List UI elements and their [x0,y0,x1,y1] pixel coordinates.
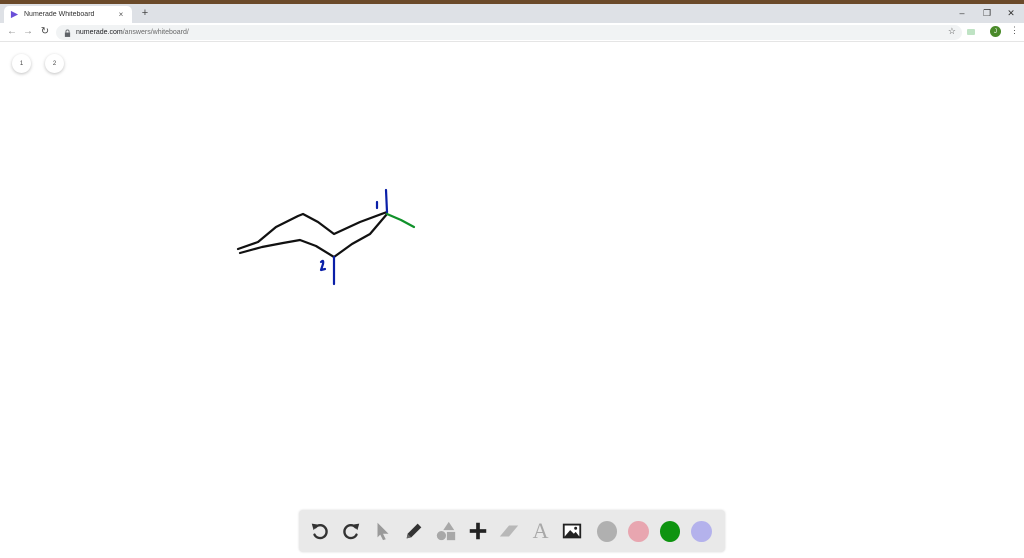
restore-button[interactable]: ❐ [982,8,992,18]
lock-icon [64,29,71,37]
bookmark-star-icon[interactable]: ☆ [947,26,956,36]
pointer-icon [372,520,394,542]
profile-avatar[interactable]: J [990,26,1001,37]
extension-icon[interactable] [966,27,976,37]
pencil-tool-button[interactable] [402,518,427,544]
page-1-button[interactable]: 1 [12,54,31,73]
equatorial-bond [387,214,414,227]
url-host: numerade.com [76,29,123,36]
text-tool-button[interactable] [528,518,553,544]
reload-icon[interactable]: ↻ [40,26,50,37]
page-2-button[interactable]: 2 [45,54,64,73]
numerade-favicon-icon [10,10,19,19]
address-bar [0,23,1024,42]
tab-close-icon[interactable]: × [118,10,124,19]
shapes-tool-button[interactable] [433,518,458,544]
forward-arrow-icon[interactable]: → [23,26,33,37]
cyclohexane-chair-upper-stroke [238,212,387,249]
pointer-tool-button[interactable] [370,518,395,544]
whiteboard-canvas[interactable] [0,42,1024,558]
kebab-menu-icon[interactable]: ⋮ [1010,25,1019,35]
color-swatch-pink[interactable] [628,521,649,542]
new-tab-button[interactable]: + [141,7,149,19]
text-icon: A [532,518,549,543]
minimize-button[interactable]: – [959,8,965,18]
redo-icon [340,520,362,542]
redo-button[interactable] [339,518,364,544]
eraser-tool-button[interactable] [496,518,521,544]
whiteboard-toolbar [299,510,725,552]
back-arrow-icon[interactable]: ← [7,26,17,37]
tab-numerade-whiteboard[interactable] [4,6,132,23]
add-icon [467,520,489,542]
axial-bond-top [386,190,387,212]
axial-label-2 [321,261,325,270]
color-swatch-green[interactable] [660,521,681,542]
close-window-button[interactable]: ✕ [1007,8,1015,18]
shapes-icon [435,520,457,542]
color-swatch-gray[interactable] [597,521,618,542]
undo-button[interactable] [307,518,332,544]
pencil-icon [403,520,425,542]
tab-title: Numerade Whiteboard [24,11,95,18]
image-tool-button[interactable] [560,518,585,544]
eraser-icon [498,520,520,542]
undo-icon [309,520,331,542]
image-icon [561,520,583,542]
add-button[interactable] [465,518,490,544]
url-input[interactable] [56,25,962,40]
color-swatch-lavender[interactable] [691,521,712,542]
url-path: /answers/whiteboard/ [122,29,189,36]
tab-bar [0,4,1024,23]
